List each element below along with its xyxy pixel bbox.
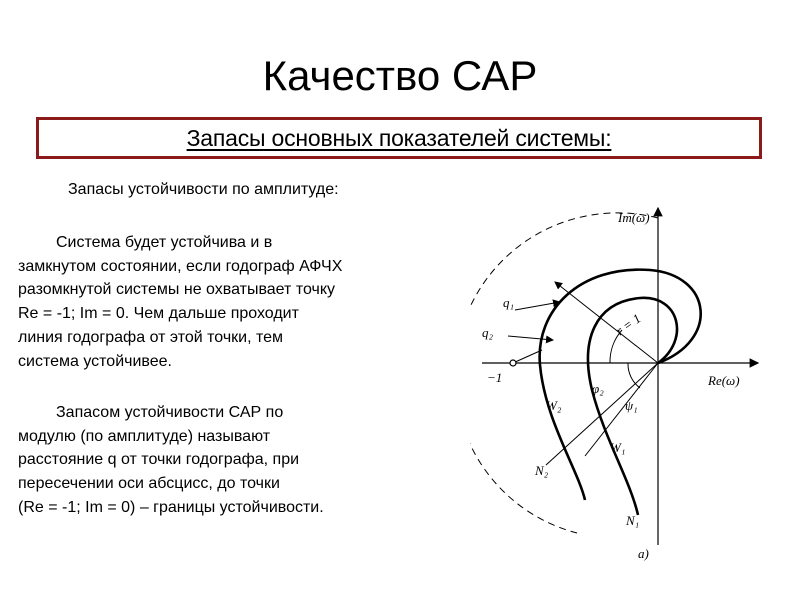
minus-one-label: −1 bbox=[487, 370, 503, 385]
text-line: (Re = -1; Im = 0) – границы устойчивости. bbox=[18, 498, 324, 516]
paragraph-amplitude-margin bbox=[18, 401, 438, 520]
n1-label: N₁ bbox=[626, 513, 640, 528]
radius-line-n2 bbox=[546, 363, 658, 465]
q2-label: q₂ bbox=[482, 325, 494, 340]
w2-label: W₂ bbox=[546, 398, 562, 413]
subtitle-box bbox=[36, 117, 762, 159]
psi1-label: ψ₁ bbox=[625, 398, 638, 413]
paragraph-stability-condition bbox=[18, 231, 438, 373]
diagram-caption: а) bbox=[638, 546, 649, 561]
text-line: система устойчивее. bbox=[18, 352, 172, 370]
text-line: разомкнутой системы не охватывает точку bbox=[18, 281, 336, 299]
text-line: Запасом устойчивости САР по bbox=[56, 404, 284, 421]
minus-one-point bbox=[510, 360, 516, 366]
nyquist-diagram bbox=[470, 195, 770, 580]
text-line: Система будет устойчива и в bbox=[56, 234, 273, 251]
slide-title: Качество САР bbox=[262, 52, 538, 99]
text-line: модулю (по амплитуде) называют bbox=[18, 427, 271, 445]
im-axis-label: Im(ω) bbox=[618, 210, 650, 225]
text-line: Re = -1; Im = 0. Чем дальше проходит bbox=[18, 305, 299, 323]
phi2-label: φ₂ bbox=[592, 381, 604, 396]
r-label: r = 1 bbox=[612, 310, 644, 339]
text-line: линия годографа от этой точки, тем bbox=[18, 328, 284, 346]
q-connector bbox=[513, 350, 542, 363]
q2-arrow bbox=[508, 336, 553, 340]
w1-label: W₁ bbox=[610, 440, 626, 455]
n2-label: N₂ bbox=[535, 463, 549, 478]
re-axis-label: Re(ω) bbox=[708, 373, 740, 388]
q1-label: q₁ bbox=[503, 295, 515, 310]
text-line: расстояние q от точки годографа, при bbox=[18, 451, 300, 469]
text-line: пересечении оси абсцисс, до точки bbox=[18, 475, 280, 493]
section-heading: Запасы устойчивости по амплитуде: bbox=[68, 181, 339, 198]
slide-subtitle: Запасы основных показателей системы: bbox=[186, 124, 612, 151]
text-line: замкнутом состоянии, если годограф АФЧХ bbox=[18, 257, 343, 275]
